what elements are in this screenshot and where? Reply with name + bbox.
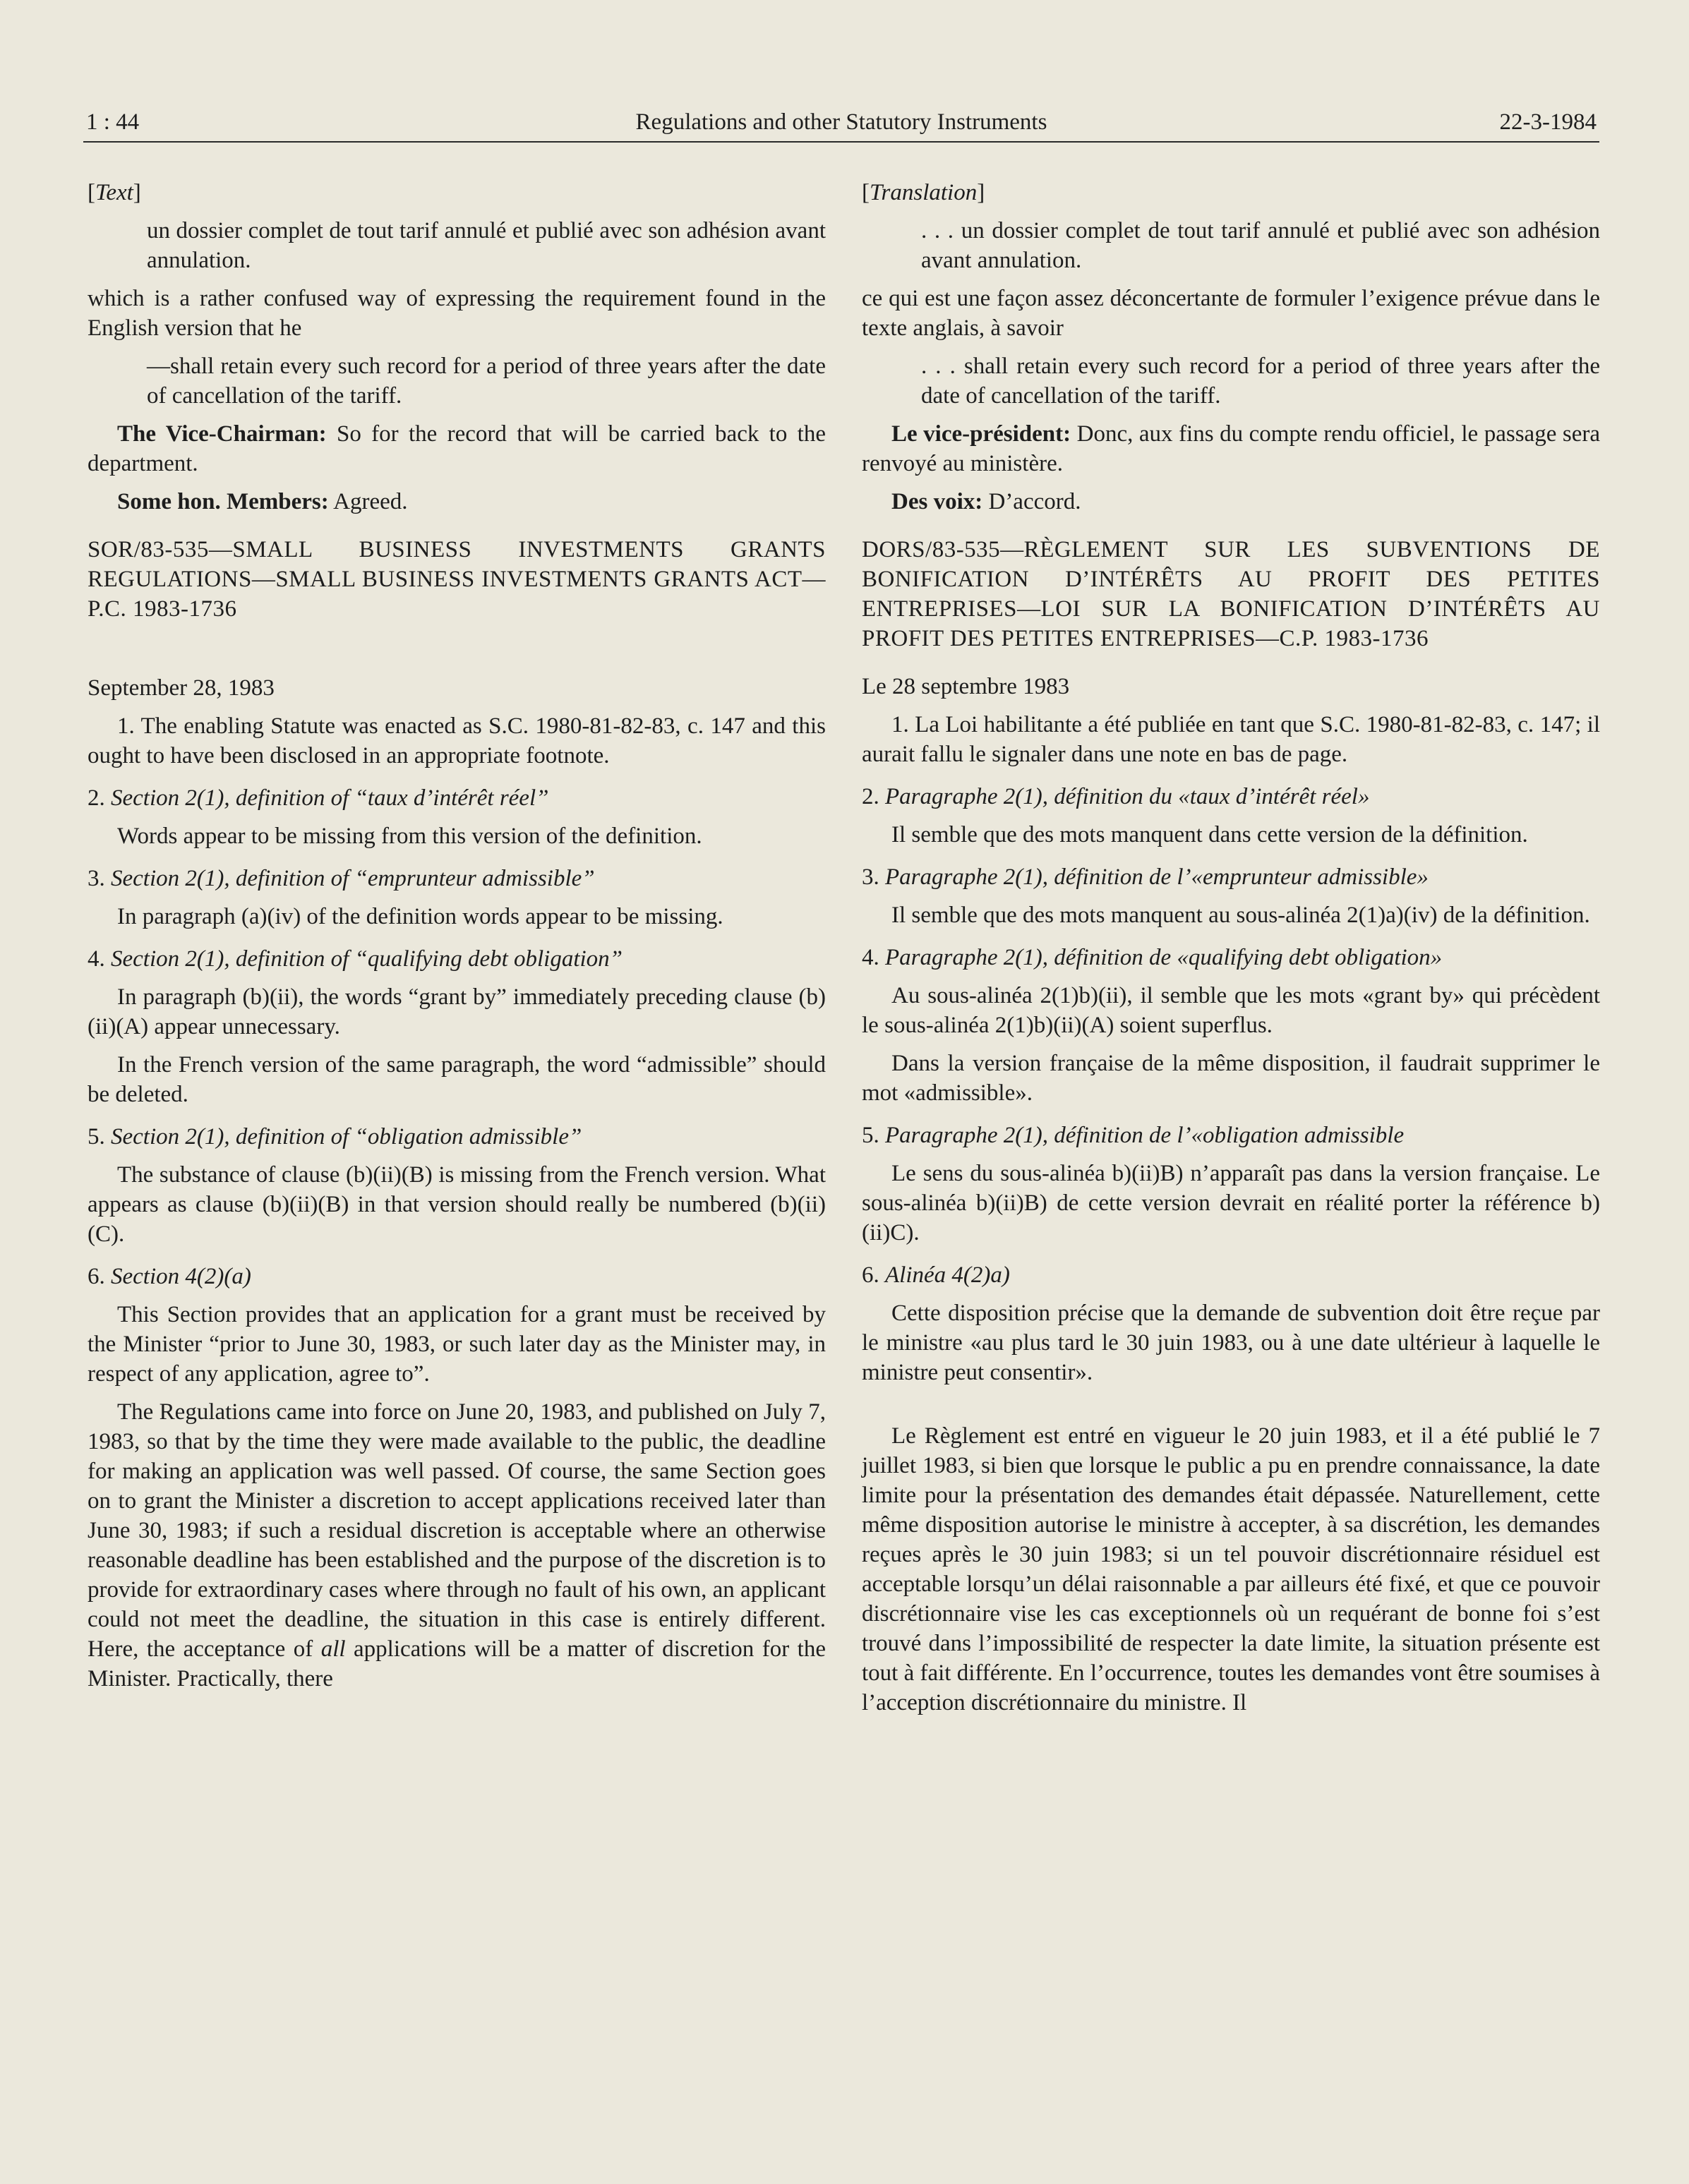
speech-members	[88, 487, 826, 517]
item-number: 2.	[88, 785, 111, 811]
item-5-text: The substance of clause (b)(ii)(B) is missing from the French version. What appears as clause (b)(ii)(B) in that version should really be numbered (b)(ii)(C).	[88, 1162, 826, 1247]
speech-text: Agreed.	[328, 489, 408, 514]
speech-vice-president	[862, 419, 1600, 478]
paragraph: ce qui est une façon assez déconcertante de formuler l’exigence prévue dans le texte anglais, à savoir	[862, 286, 1600, 341]
item-5-heading	[862, 1121, 1600, 1150]
item-4-text-b: In the French version of the same paragraph, the word “admissible” should be deleted.	[88, 1052, 826, 1107]
item-number: 5.	[88, 1124, 111, 1150]
item-heading-text: Paragraphe 2(1), définition de «qualifying debt obligation»	[885, 945, 1443, 970]
item-5-heading	[88, 1122, 826, 1152]
paragraph: which is a rather confused way of expressing the requirement found in the English version that he	[88, 286, 826, 341]
item-heading-text: Paragraphe 2(1), définition de l’«emprunteur admissible»	[885, 864, 1429, 890]
speech-text: Donc, aux fins du compte rendu officiel, le passage sera renvoyé au ministère.	[862, 421, 1600, 476]
item-5-text: Le sens du sous-alinéa b)(ii)B) n’apparaît pas dans la version française. Le sous-alinéa b)(ii)B) de cette version devrait en réalité porter la référence b)(ii)C).	[862, 1161, 1600, 1245]
speaker-name: Le vice-président:	[891, 421, 1071, 447]
section-date: September 28, 1983	[88, 675, 275, 701]
block-quote: —shall retain every such record for a period of three years after the date of cancellation of the tariff.	[147, 354, 826, 409]
item-number: 4.	[862, 945, 885, 970]
speaker-name: The Vice-Chairman:	[117, 421, 327, 447]
block-quote: un dossier complet de tout tarif annulé et publié avec son adhésion avant annulation.	[147, 218, 826, 273]
item-heading-text: Section 2(1), definition of “emprunteur admissible”	[111, 866, 595, 891]
item-2-text: Il semble que des mots manquent dans cette version de la définition.	[891, 822, 1528, 847]
item-heading-text: Section 2(1), definition of “qualifying debt obligation”	[111, 946, 623, 972]
page-number: 1 : 44	[86, 109, 140, 135]
column-label: [Translation]	[862, 180, 985, 205]
item-1: 1. La Loi habilitante a été publiée en tant que S.C. 1980-81-82-83, c. 147; il aurait fallu le signaler dans une note en bas de page.	[862, 712, 1600, 767]
item-4-text-a: Au sous-alinéa 2(1)b)(ii), il semble que les mots «grant by» qui précèdent le sous-alinéa 2(1)b)(ii)(A) soient superflus.	[862, 983, 1600, 1038]
emphasis: all	[320, 1636, 346, 1662]
item-heading-text: Section 2(1), definition of “obligation admissible”	[111, 1124, 582, 1150]
item-4-text-b: Dans la version française de la même disposition, il faudrait supprimer le mot «admissible».	[862, 1051, 1600, 1106]
section-heading: SOR/83-535—SMALL BUSINESS INVESTMENTS GRANTS REGULATIONS—SMALL BUSINESS INVESTMENTS GRANTS ACT—P.C. 1983-1736	[88, 537, 826, 622]
text-run: The Regulations came into force on June 20, 1983, and published on July 7, 1983, so that by the time they were made available to the public, the deadline for making an application was well passed. Of course, the same Section goes on to grant the Minister a discretion to accept applications received later than June 30, 1983; if such a residual discretion is acceptable where an otherwise reasonable deadline has been established and the purpose of the discretion is to provide for extraordinary cases where through no fault of his own, an applicant could not meet the deadline, the situation in this case is entirely different. Here, the acceptance of	[88, 1399, 826, 1662]
item-number: 5.	[862, 1123, 885, 1148]
block-quote: . . . un dossier complet de tout tarif annulé et publié avec son adhésion avant annulation.	[921, 218, 1600, 273]
item-number: 3.	[88, 866, 111, 891]
item-2-heading	[88, 783, 826, 813]
running-title: Regulations and other Statutory Instruments	[635, 109, 1047, 135]
speech-text: D’accord.	[982, 489, 1081, 514]
section-date: Le 28 septembre 1983	[862, 674, 1070, 699]
speaker-name: Des voix:	[891, 489, 983, 514]
text-run: applications will be a matter of discretion for the Minister. Practically, there	[88, 1636, 826, 1691]
item-6-text-b: Le Règlement est entré en vigueur le 20 juin 1983, et il a été publié le 7 juillet 1983, si bien que lorsque le public a pu en prendre connaissance, la date limite pour la présentation des demandes était dépassée. Naturellement, cette même disposition autorise le ministre à accepter, à sa discrétion, les demandes reçues après le 30 juin 1983; si un tel pouvoir discrétionnaire résiduel est acceptable lorsqu’un délai raisonnable a par ailleurs été fixé, et que ce pouvoir discrétionnaire vise les cas exceptionnels où un requérant de bonne foi s’est trouvé dans l’impossibilité de respecter la date limite, la situation présente est tout à fait différente. En l’occurrence, toutes les demandes vont être soumises à l’acception discrétionnaire du ministre. Il	[862, 1423, 1600, 1715]
header-date: 22-3-1984	[1499, 109, 1597, 135]
item-4-heading	[862, 943, 1600, 972]
item-2-heading	[862, 782, 1600, 812]
english-column	[88, 178, 826, 1702]
item-heading-text: Alinéa 4(2)a)	[885, 1262, 1010, 1288]
item-heading-text: Paragraphe 2(1), définition du «taux d’intérêt réel»	[885, 784, 1370, 809]
page-header	[83, 104, 1599, 143]
speech-text: So for the record that will be carried back to the department.	[88, 421, 826, 476]
item-4-text-a: In paragraph (b)(ii), the words “grant by” immediately preceding clause (b)(ii)(A) appear unnecessary.	[88, 984, 826, 1039]
item-6-text-b	[88, 1397, 826, 1694]
item-6-text-a: This Section provides that an application for a grant must be received by the Minister “prior to June 30, 1983, or such later day as the Minister may, in respect of any application, agree to”.	[88, 1302, 826, 1387]
item-6-heading	[88, 1262, 826, 1291]
item-2-text: Words appear to be missing from this version of the definition.	[117, 823, 702, 849]
column-label-text: Translation	[870, 180, 978, 205]
item-number: 6.	[88, 1264, 111, 1289]
block-quote: . . . shall retain every such record for a period of three years after the date of cancellation of the tariff.	[921, 354, 1600, 409]
item-heading-text: Section 2(1), definition of “taux d’intérêt réel”	[111, 785, 549, 811]
item-number: 3.	[862, 864, 885, 890]
item-1: 1. The enabling Statute was enacted as S.C. 1980-81-82-83, c. 147 and this ought to have been disclosed in an appropriate footnote.	[88, 713, 826, 768]
item-6-text-a: Cette disposition précise que la demande de subvention doit être reçue par le ministre «au plus tard le 30 juin 1983, ou à une date ultérieur à laquelle le ministre peut consentir».	[862, 1301, 1600, 1385]
section-heading: DORS/83-535—RÈGLEMENT SUR LES SUBVENTIONS DE BONIFICATION D’INTÉRÊTS AU PROFIT DES PETITES ENTREPRISES—LOI SUR LA BONIFICATION D’INTÉRÊTS AU PROFIT DES PETITES ENTREPRISES—C.P. 1983-1736	[862, 537, 1600, 651]
item-3-text: In paragraph (a)(iv) of the definition words appear to be missing.	[117, 904, 723, 929]
item-number: 2.	[862, 784, 885, 809]
speech-members	[862, 487, 1600, 517]
speaker-name: Some hon. Members:	[117, 489, 329, 514]
column-label-text: Text	[95, 180, 133, 205]
item-4-heading	[88, 944, 826, 974]
column-label: [Text]	[88, 180, 141, 205]
speech-vice-chairman	[88, 419, 826, 478]
item-3-text: Il semble que des mots manquent au sous-alinéa 2(1)a)(iv) de la définition.	[891, 903, 1590, 928]
item-3-heading	[88, 864, 826, 893]
item-3-heading	[862, 862, 1600, 892]
item-6-heading	[862, 1260, 1600, 1290]
item-number: 6.	[862, 1262, 885, 1288]
item-heading-text: Paragraphe 2(1), définition de l’«obligation admissible	[885, 1123, 1405, 1148]
item-number: 4.	[88, 946, 111, 972]
french-column	[862, 178, 1600, 1726]
item-heading-text: Section 4(2)(a)	[111, 1264, 251, 1289]
